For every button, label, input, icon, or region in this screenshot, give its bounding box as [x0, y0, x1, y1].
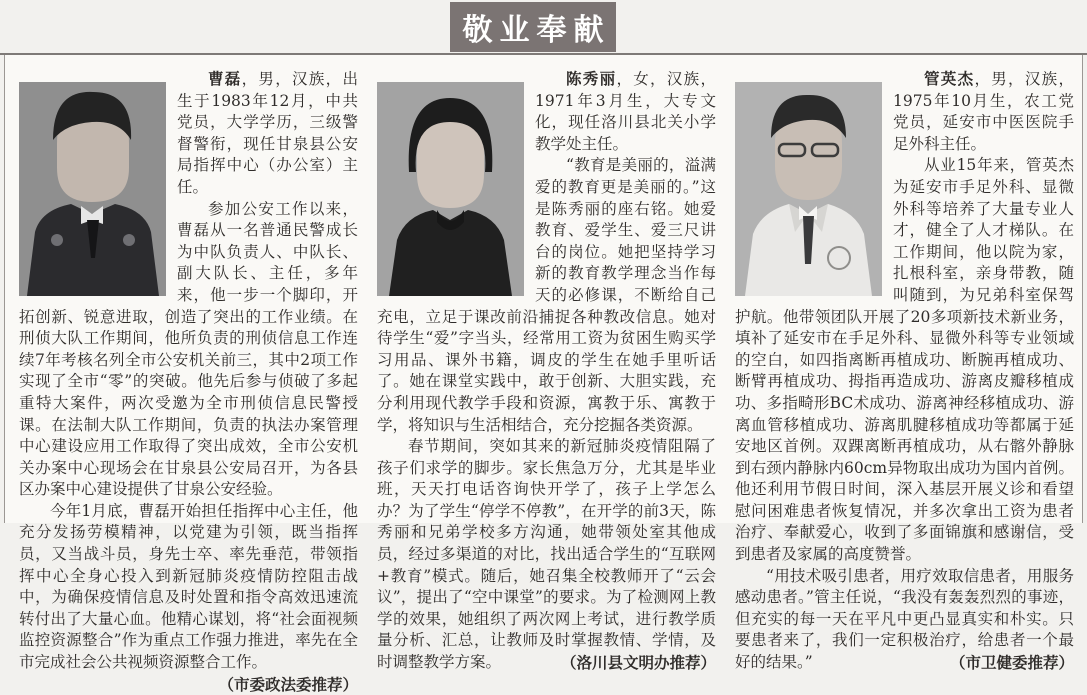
masthead [0, 0, 1087, 53]
portrait-photo-doctor [735, 82, 882, 296]
body-paragraph: 从业15年来，管英杰为延安市手足外科、显微外科等培养了大量专业人才，健全了人才梯队。在工作期间，他以院为家，扎根科室，亲身带教，随叫随到，为兄弟科室保驾护航。他带领团队开展了20多项新技术新业务，填补了延安市在手足外科、显微外科等专业领域的空白，如四指离断再植成功、断腕再植成功、断臂再植成功、拇指再造成功、游离皮瓣移植成功、多指畸形BC术成功、游离神经移植成功、游离血管移植成功、游离肌腱移植成功等都属于延安地区首例。双踝离断再植成功，从右髂外静脉到右颈内静脉内60cm异物取出成功为国内首例。他还利用节假日时间，深入基层开展义诊和看望慰问困难患者恢复情况，并多次拿出工资为患者治疗、奉献爱心，收到了多面锦旗和感谢信，受到患者及家属的高度赞誉。 [735, 156, 1074, 564]
recommender-credit: （市卫健委推荐） [949, 653, 1074, 673]
body-paragraph: “教育是美丽的，溢满爱的教育更是美丽的。”这是陈秀丽的座右铭。她爱教育、爱学生、爱三尺讲台的岗位。她把坚持学习新的教育教学理念当作每天的必修课，不断给自己充电，立足于课改前沿捕捉各种教改信息。她对待学生“爱”字当头，经常用工资为贫困生购买学习用品、课外书籍，调皮的学生在她手里听话了。她在课堂实践中，敢于创新、大胆实践，充分利用现代教学手段和资源，寓教于乐、寓教于学，将知识与生活相结合，充分挖掘各类资源。 [377, 156, 716, 434]
paragraph-text: 春节期间，突如其来的新冠肺炎疫情阻隔了孩子们求学的脚步。家长焦急万分，尤其是毕业班，天天打电话咨询快开学了，孩子上学怎么办？为了学生“停学不停教”，在开学的前3天，陈秀丽和兄弟学校多方沟通，她带领处室其他成员，经过多渠道的对比，找出适合学生的“互联网+教育”模式。随后，她召集全校教师开了“云会议”，提出了“空中课堂”的要求。为了检测网上教学的效果，她组织了两次网上考试，进行教学质量分析、汇总，让教师及时掌握教情、学情，及时调整教学方案。 [377, 437, 716, 672]
recommender-credit: （市委政法委推荐） [218, 674, 358, 694]
police-portrait-illustration [19, 82, 166, 296]
intro-text: ，女，汉族，1971年3月生，大专文化，现任洛川县北关小学教学处主任。 [535, 70, 716, 153]
intro-text: ，男，汉族，1975年10月生，农工党党员，延安市中医医院手足外科主任。 [893, 70, 1074, 153]
section-title-plaque [450, 2, 616, 52]
section-title: 敬业奉献 [462, 13, 611, 48]
person-name: 管英杰 [924, 69, 975, 88]
portrait-photo-teacher [377, 82, 524, 296]
body-paragraph: 参加公安工作以来，曹磊从一名普通民警成长为中队负责人、中队长、副大队长、主任，多年来，他一步一个脚印，开拓创新、锐意进取，创造了突出的工作业绩。在刑侦大队工作期间，他所负责的刑侦信息工作连续7年考核名列全市公安机关前三，其中2项工作实现了全市“零”的突破。他先后参与侦破了多起重特大案件，两次受邀为全市刑侦信息民警授课。在法制大队工作期间，负责的执法办案管理中心建设应用工作取得了突出成效，全市公安机关办案中心现场会在甘泉县公安局召开，为各县区办案中心建设提供了甘泉公安经验。 [19, 199, 358, 499]
person-name: 曹磊 [208, 69, 242, 88]
profile-column-guan-yingjie [735, 68, 1074, 673]
portrait-photo-police-officer [19, 82, 166, 296]
intro-text: ，男，汉族，出生于1983年12月，中共党员，大学学历，三级警督警衔，现任甘泉县公安局指挥中心（办公室）主任。 [177, 70, 358, 196]
profile-column-chen-xiuli [377, 68, 716, 673]
profile-column-cao-lei [19, 68, 358, 694]
recommender-credit: （洛川县文明办推荐） [560, 653, 716, 673]
paragraph-text: 今年1月底，曹磊开始担任指挥中心主任，他充分发扬劳模精神，以党建为引领，既当指挥员，又当战斗员，身先士卒、率先垂范，带领指挥中心全身心投入到新冠肺炎疫情防控阻击战中，为确保疫情信息及时处置和指令高效迅速流转付出了大量心血。他精心谋划，将“社会面视频监控资源整合”作为重点工作强力推进，率先在全市完成社会公共视频资源整合工作。 [19, 501, 358, 672]
body-paragraph-last [735, 566, 1074, 674]
teacher-portrait-illustration [377, 82, 524, 296]
paragraph-text: “用技术吸引患者，用疗效取信患者，用服务感动患者。”管主任说，“我没有轰轰烈烈的事迹，但充实的每一天在平凡中更凸显真实和朴实。只要患者来了，我们一定积极治疗，给患者一个最好的结果。” [735, 566, 1074, 672]
body-paragraph-last [377, 436, 716, 674]
doctor-portrait-illustration [735, 82, 882, 296]
person-name: 陈秀丽 [566, 69, 617, 88]
body-paragraph-last [19, 501, 358, 694]
article-panel [4, 55, 1083, 694]
